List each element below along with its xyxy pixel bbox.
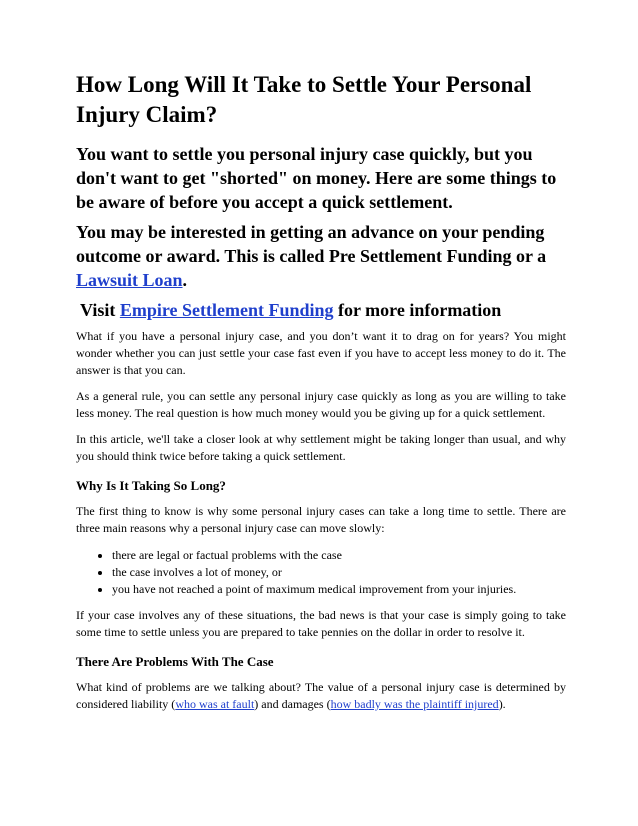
visit-text-before: Visit (80, 300, 120, 320)
empire-settlement-funding-link[interactable]: Empire Settlement Funding (119, 300, 334, 320)
list-item: • there are legal or factual problems with the case (112, 547, 566, 564)
lead2-text-before: You may be interested in getting an advance on your pending outcome or award. This is called Pre Settlement Funding or a (76, 222, 547, 266)
para6-text-middle: ) and damages ( (254, 697, 331, 711)
lawsuit-loan-link[interactable]: Lawsuit Loan (76, 270, 183, 290)
list-item: • you have not reached a point of maximum medical improvement from your injuries. (112, 581, 566, 598)
body-paragraph-4: The first thing to know is why some personal injury cases can take a long time to settle. There are three main reasons why a personal injury case can move slowly: (76, 504, 566, 535)
document-page (76, 70, 566, 713)
section-heading-problems: There Are Problems With The Case (76, 654, 274, 669)
visit-line (76, 298, 566, 322)
body-paragraph-5: If your case involves any of these situations, the bad news is that your case is simply going to take some time to settle unless you are prepared to take pennies on the dollar in order to resolve it. (76, 608, 566, 639)
para6-text-after: ). (498, 697, 506, 711)
body-paragraph-3: In this article, we'll take a closer look at why settlement might be taking longer than usual, and why you should think twice before taking a quick settlement. (76, 432, 566, 463)
list-item: • the case involves a lot of money, or (112, 564, 566, 581)
lead-paragraph-1: You want to settle you personal injury case quickly, but you don't want to get "shorted" on money. Here are some things to be aware of before you accept a quick settlement. (76, 144, 557, 212)
reasons-list (76, 547, 566, 598)
body-paragraph-1: What if you have a personal injury case, and you don’t want it to drag on for years? You might wonder whether you can just settle your case fast even if you have to accept less money to do it. The answer is that you can. (76, 329, 566, 377)
section-heading-why: Why Is It Taking So Long? (76, 478, 226, 493)
document-title: How Long Will It Take to Settle Your Personal Injury Claim? (76, 72, 532, 127)
para6-text-before: What kind of problems are we talking about? The value of a personal injury case is determined by considered liability ( (76, 680, 566, 711)
lead2-text-after: . (182, 270, 188, 290)
who-was-at-fault-link[interactable]: who was at fault (175, 697, 255, 711)
body-paragraph-6 (76, 679, 566, 713)
body-paragraph-2: As a general rule, you can settle any personal injury case quickly as long as you are willing to take less money. The real question is how much money would you be giving up for a quick settlement. (76, 389, 566, 420)
plaintiff-injured-link[interactable]: how badly was the plaintiff injured (330, 697, 499, 711)
lead-paragraph-2 (76, 220, 566, 292)
visit-text-after: for more information (333, 300, 502, 320)
